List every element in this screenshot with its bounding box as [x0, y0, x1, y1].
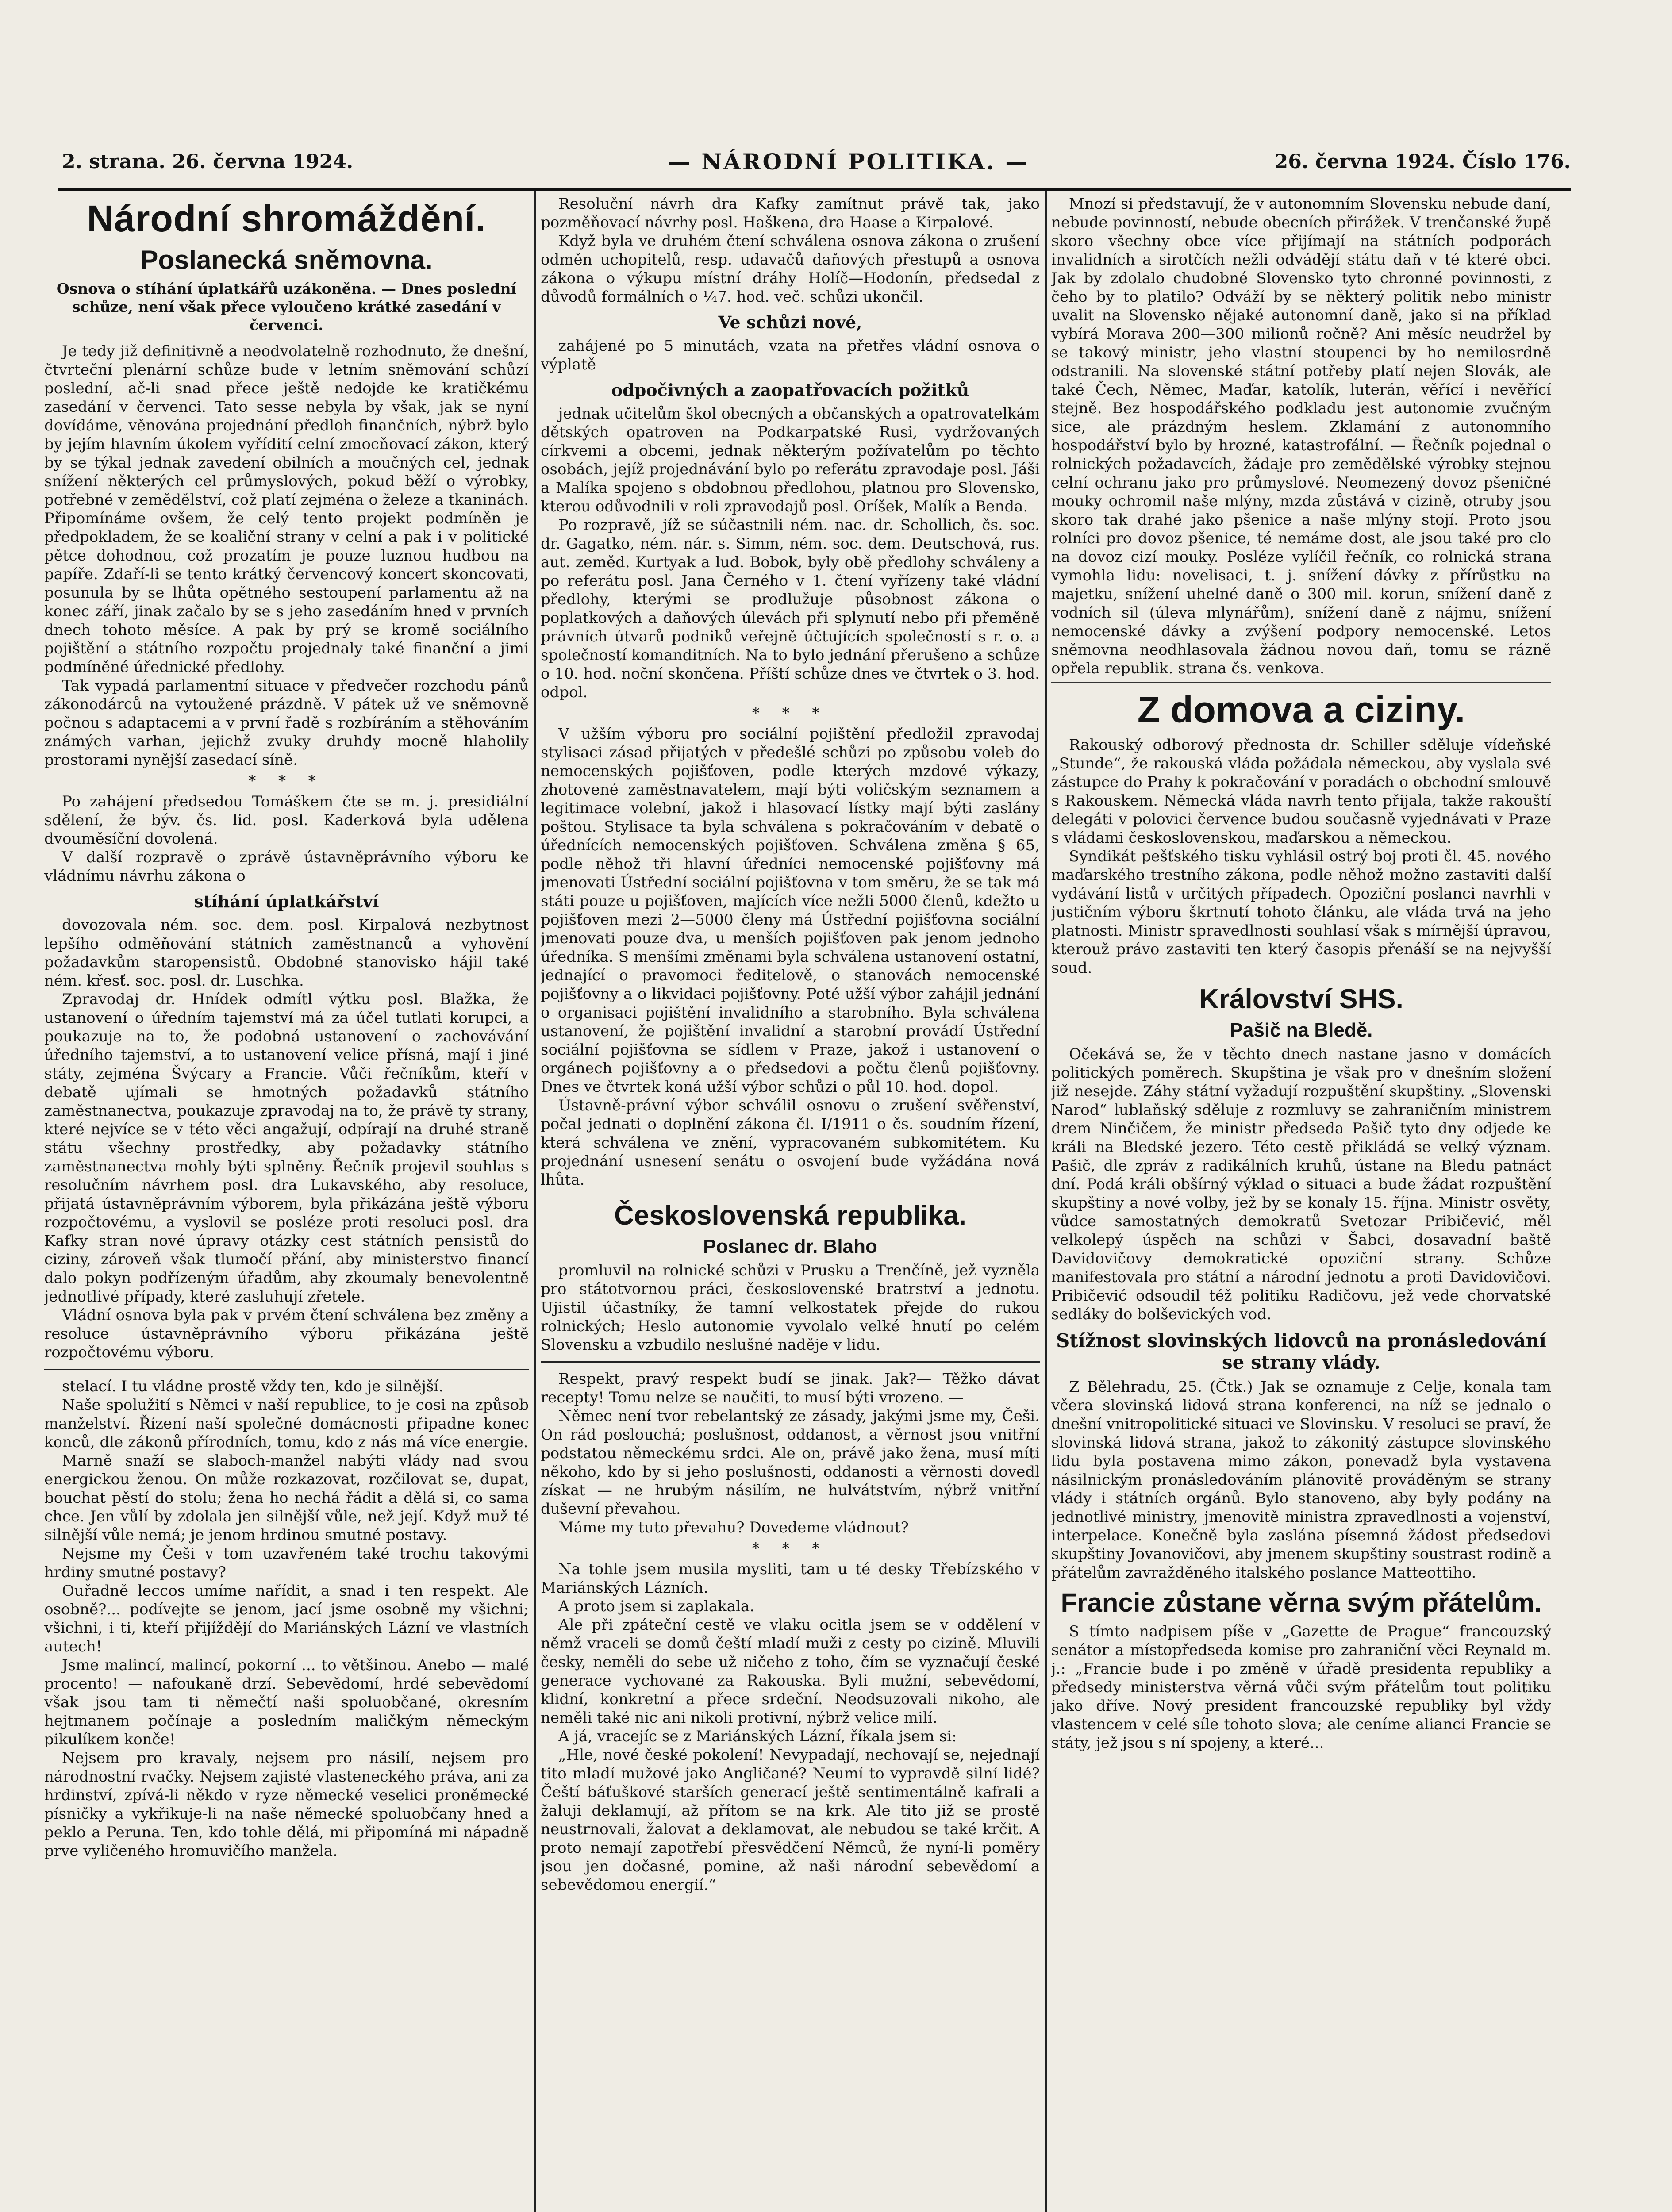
article-paragraph: Rakouský odborový přednosta dr. Schiller sděluje vídeňské „Stunde“, že rakouská vláda požádala německou, aby vyslala své zástupce do Prahy k pokračování v poradách o obchodní smlouvě s Rakouskem. Německá vláda navrh tento přijala, takže rakouští delegáti v polovici července budou současně vyjednávati v Praze s vládami československou, maďarskou a německou. — [1051, 736, 1551, 847]
section-separator-stars: * * * — [248, 772, 325, 790]
section-subtitle-poslanec-blaho: Poslanec dr. Blaho — [703, 1236, 877, 1257]
header-date-right: 26. června 1924. Číslo 176. — [1274, 150, 1571, 173]
feuilleton-paragraph: Respekt, pravý respekt budí se jinak. Jak?— Těžko dávat recepty! Tomu nelze se naučiti, to musí býti vrozeno. — — [541, 1370, 1040, 1406]
header-date-left: 2. strana. 26. června 1924. — [62, 150, 354, 173]
article-paragraph: Z Bělehradu, 25. (Čtk.) Jak se oznamuje z Celje, konala tam včera slovinská lidová strana konferenci, na níž se jednalo o dnešní vnitropolitické situaci ve Slovinsku. V resoluci se praví, že slovinská lidová strana, jakož to zákonitý zástupce slovinského lidu byla postavena mimo zákon, ponevadž byla vystavena násilnickým pronásledováním plánovitě prováděným se strany vlády i státních orgánů. Bylo stanoveno, aby byly podány na jednotlivé ministry, jmenovitě ministra zpravedlnosti a vojenství, interpelace. Konečně byla zaslána písemná žádost předsedovi skupštiny Jovanovičovi, aby jmenem skupštiny soustrast rodině a přátelům zavražděného italského poslance Matteottiho. — [1051, 1378, 1551, 1582]
column-2 — [541, 195, 1040, 2212]
column-divider-2 — [1045, 191, 1047, 2212]
section-separator-stars: * * * — [752, 1540, 829, 1557]
article-paragraph: Po zahájení předsedou Tomáškem čte se m. j. presidiální sdělení, že býv. čs. lid. posl. Kaderková byla udělena dvouměsíční dovolená. — [44, 793, 529, 848]
column-1 — [44, 195, 529, 2212]
section-title-z-domova-a-ciziny: Z domova a ciziny. — [1137, 689, 1465, 730]
section-title-narodni-shromazdeni: Národní shromáždění. — [87, 198, 486, 239]
feuilleton-paragraph: Naše spolužití s Němci v naší republice, to je cosi na způsob manželství. Řízení naší společné domácnosti připadne konec konců, dle zákonů přírodních, tomu, kdo z nás má více energie. — [44, 1396, 529, 1451]
feuilleton-paragraph: Ale při zpáteční cestě ve vlaku ocitla jsem se v oddělení v němž vraceli se domů čeští mladí muži z cesty po cizině. Mluvili česky, neměli do sebe už ničeho z toho, čím se vyznačují české generace vychované za Rakouska. Byli mužní, sebevědomí, klidní, konkretní a přece srdeční. Neodsuzovali nikoho, ale neměli také nic ani nikoli protivní, nýbrž velice milí. — [541, 1616, 1040, 1727]
article-paragraph: promluvil na rolnické schůzi v Prusku a Trenčíně, jež vyzněla pro státotvornou práci, československé bratrství a jednotu. Ujistil účastníky, že tamní velkostatek přejde do rukou rolnických; Heslo autonomie vyvolalo velké hnutí po celém Slovensku a vzbudilo neslušné naděje v lidu. — [541, 1262, 1040, 1354]
feuilleton-paragraph: Jsme malincí, malincí, pokorní ... to většinou. Anebo — malé procento! — nafoukaně drzí. Sebevědomí, hrdé sebevědomí však jsou tam ti němečtí naši spoluobčané, okresním hejtmanem počínaje a posledním maličkým německým pikulíkem konče! — [44, 1656, 529, 1748]
page-header — [58, 146, 1571, 181]
article-paragraph: dovozovala ném. soc. dem. posl. Kirpalová nezbytnost lepšího odměňování státních zaměstnanců a vyhovění požadavkům staropensistů. Obdobné stanovisko hájil také ném. křesť. soc. posl. dr. Luschka. — [44, 916, 529, 990]
article-paragraph: V další rozpravě o zprávě ústavněprávního výboru ke vládnímu návrhu zákona o — [44, 849, 529, 885]
section-subtitle-poslanecka-snemovna: Poslanecká sněmovna. — [140, 245, 433, 275]
lead-summary: Osnova o stíhání úplatkářů uzákoněna. — Dnes poslední schůze, není však přece vyloučeno krátké zasedání v červenci. — [56, 280, 517, 334]
feuilleton-paragraph: Nejsem pro kravaly, nejsem pro násilí, nejsem pro národnostní rvačky. Nejsem zajisté vlasteneckého práva, ani za hrdinství, zpívá-li někdo v ryze německé veselici proněmecké písničky a vykřikuje-li na naše německé spoluobčany hned a peklo a Peruna. Ten, kdo tohle dělá, mi připomíná mi nápadně prve vyličeného hromuvičího manžela. — [44, 1749, 529, 1860]
article-paragraph: Je tedy již definitivně a neodvolatelně rozhodnuto, že dnešní, čtvrteční plenární schůze bude v letním sněmování schůzí poslední, ač-li snad přece ještě nedojde ke kratičkému zasedání v červenci. Tato sesse nebyla by však, jak se nyní dovídáme, věnována projednání předloh finančních, nýbrž bylo by jejím hlavním úkolem vyřídití celní zmocňovací zákon, který by se týkal jednak zavedení obilních a moučných cel, jednak snížení některých cel průmyslových, pokud běží o výrobky, potřebné v zemědělství, což platí zejména o železe a tkaninách. Připomínáme ovšem, že celý tento projekt podmíněn je předpokladem, že se koaliční strany v celní a pak i v politické pětce dohodnou, což prozatím je pouze luznou hudbou na papíře. Zdaří-li se tento krátký červencový koncert skoncovati, posunula by se lhůta opětného sestoupení parlamentu až na konec září, jinak začalo by se s jeho zasedáním hned v prvních dnech tohoto měsíce. A pak by prý se kromě sociálního pojištění a státního rozpočtu projednaly také finanční a jimi podmíněné úřednické předlohy. — [44, 342, 529, 676]
article-paragraph: Mnozí si představují, že v autonomním Slovensku nebude daní, nebude povinností, nebude obecních přirážek. V trenčanské župě skoro všechny obce více přijímají na státních podporách invalidních a sirotčích nežli odvádějí státu daň v té které obci. Jak by zdolalo chudobné Slovensko tyto chronné povinnosti, z čeho by to platilo? Odváží by se některý politik nebo ministr uvalit na Slovensko nějaké autonomní daně, jako si na příklad vybírá Morava 200—300 milionů ročně? Ani měsíc neudržel by se takový ministr, jeho vlastní stoupenci by ho nemilosrdně odstranili. Na slovenské státní potřeby platí nejen Slovák, ale také Čech, Němec, Maďar, katolík, luterán, věřící i nevěřící stejně. Bez hospodářského podkladu jest autonomie zvučným sice, ale prázdným heslem. Zklamání z autonomního hospodářství bylo by hrozné, katastrofální. — Řečník pojednal o rolnických požadavcích, žádaje pro zemědělské výrobky stejnou celní ochranu jako pro průmyslové. Neomezený dovoz pšeničné mouky ochromil naše mlýny, mzda zůstává v cizině, otruby jsou skoro tak drahé jako pšenice a naše mlýny stojí. Proto jsou rolníci pro dovoz pšenice, té nemáme dost, ale jsou také pro clo na dovoz cizí mouky. Posléze vylíčil řečník, co rolnická strana vymohla lidu: novelisaci, t. j. snížení dávky z přírůstku na majetku, snížení uhelné daně o 300 mil. korun, snížení daně z vodních sil (úleva mlynářům), snížení daně z nájmu, snížení nemocenské dávky a zvýšení podpory nemocenské. Letos sněmovna neodhlasovala žádnou novou daň, tomu se rázně opřela republik. strana čs. venkova. — [1051, 195, 1551, 677]
section-subtitle-pasic-na-blede: Pašič na Bledě. — [1230, 1019, 1373, 1041]
section-title-francie-zustane-verna: Francie zůstane věrna svým přátelům. — [1061, 1588, 1542, 1617]
article-paragraph: Po rozpravě, jíž se súčastnili ném. nac. dr. Schollich, čs. soc. dr. Gagatko, ném. nár. s. Simm, ném. soc. dem. Deutschová, rus. aut. zeměd. Kurtyak a lud. Bobok, byly obě předlohy schváleny a po referátu posl. Jana Černého v 1. čtení vyřízeny také vládní předlohy, kterými se prodlužuje působnost zákona o poplatkových a daňových úlevách při splynutí nebo při přeměně právních útvarů podniků veřejně účtujících společností s r. o. a společností komanditních. Na to bylo jednání přerušeno a schůze o 10. hod. noční skončena. Příští schůze dnes ve čtvrtek o 3. hod. odpol. — [541, 516, 1040, 701]
feuilleton-paragraph: Máme my tuto převahu? Dovedeme vládnout? — [558, 1519, 909, 1536]
header-rule — [58, 188, 1571, 191]
column-3 — [1051, 195, 1551, 2212]
feuilleton-paragraph: Na tohle jsem musila mysliti, tam u té desky Třebízského v Mariánských Lázních. — [541, 1560, 1040, 1597]
subheading-odpocivnych-pozitku: odpočivných a zaopatřovacích požitků — [611, 380, 969, 400]
article-paragraph: Resoluční návrh dra Kafky zamítnut právě tak, jako pozměňovací návrhy posl. Haškena, dra Haase a Kirpalové. — [541, 195, 1040, 231]
article-paragraph: Tak vypadá parlamentní situace v předvečer rozchodu pánů zákonodárců na vytoužené prázdně. V pátek už ve sněmovně počnou s adaptacemi a v první řadě s rozbíráním a stěhováním známých varhan, jejichž zvuky druhdy mocně hlaholily prostorami nynější zasedací síně. — [44, 677, 529, 769]
article-paragraph: V užším výboru pro sociální pojištění předložil zpravodaj stylisaci zásad přijatých v předešlé schůzi po způsobu voleb do nemocenských pojišťoven, podle kterých mzdové výkazy, zhotovené zaměstnavatelem, mají býti voličským seznamem a legitimace volební, jakož i hlasovací lístky mají býti zaslány poštou. Stylisace ta byla schválena s pokračováním v debatě o úřednících nemocenských pojišťoven. Schválena změna § 65, podle něhož tři hlavní úředníci nemocenské pojišťovny má jmenovati Ústřední sociální pojišťovna v tom směru, že se tak má státi pouze u pojišťoven, majících více nežli 5000 členů, kdežto u pojišťoven mezi 2—5000 členy má Ústřední pojišťovna sociální jmenovati pouze dva, u menších pojišťoven pak jenom jednoho úředníka. S menšími změnami byla schválena ustanovení ostatní, jednající o pravomoci ředitelově, o stanovách nemocenské pojišťovny a o likvidaci pojišťovny. Poté užší výbor zahájil jednání o organisaci pojištění invalidního a starobního. Byla schválena ustanovení, že pojištění invalidní a starobní provádí Ústřední sociální pojišťovna se sídlem v Praze, jakož i ustanovení o orgánech pojišťovny a o předsedovi a počtu členů pojišťovny. Dnes ve čtvrtek koná užší výbor schůzi o půl 10. hod. dopol. — [541, 725, 1040, 1096]
article-paragraph: Ústavně-právní výbor schválil osnovu o zrušení svěřenství, počal jednati o doplnění zákona čl. I/1911 o čs. soudním řízení, která schválena ve znění, vypracovaném subkomitétem. Ku projednání usnesení senátu o osvojení bude vyžádána nová lhůta. — [541, 1097, 1040, 1189]
feuilleton-paragraph: Němec není tvor rebelantský ze zásady, jakými jsme my, Češi. On rád poslouchá; poslušnost, oddanost, a věrnost jsou vnitřní podstatou německému srdci. Ale on, právě jako žena, musí míti někoho, kdo by si jeho poslušnosti, oddanosti a věrnosti dovedl získat — ne hrubým násilím, ne hulvátstvím, nýbrž vnitřní duševní převahou. — [541, 1407, 1040, 1518]
section-title-kralovstvi-shs: Království SHS. — [1199, 984, 1403, 1014]
article-paragraph: Zpravodaj dr. Hnídek odmítl výtku posl. Blažka, že ustanovení o úředním tajemství má za účel tutlati korupci, a poukazuje na to, že podobná ustanovení o zachovávání úředního tajemství, a to ustanovení velice přísná, mají i jiné státy, zejména Švýcary a Francie. Vůči řečníkům, kteří v debatě ujímali se hmotných požadavků státního zaměstnanectva, poukazuje zpravodaj na to, že právě ty strany, které nejvíce se v této věci angažují, odpírají na druhé straně státu všechny prostředky, aby požadavky státního zaměstnanectva mohly býti splněny. Řečník projevil souhlas s resolučním návrhem posl. dra Lukavského, aby resoluce, přijatá ústavněprávním výborem, byla přikázána ještě výboru rozpočtovému, a vyslovil se posléze proti resoluci posl. dra Kafky stran nové úpravy otázky cest státních pensistů do ciziny, zároveň však tlumočí přání, aby ministerstvo financí dalo pokyn podřízeným úřadům, aby zkoumaly benevolentně jednotlivé případy, které zasluhují zřetele. — [44, 991, 529, 1306]
feuilleton-paragraph: A já, vracejíc se z Mariánských Lázní, říkala jsem si: — [558, 1728, 957, 1745]
feuilleton-rule — [44, 1369, 529, 1370]
feuilleton-paragraph: „Hle, nové české pokolení! Nevypadají, nechovají se, nejednají tito mladí mužové jako Angličané? Neumí to vypravdě silní lidé? Čeští báťuškové starších generací ještě sentimentálně kafrali a žaluji deklamují, až přítom se na krk. Ale tito již se prostě neustrnovali, žalovat a deklamovat, ale nebudou se také krčit. A proto nemají zapotřebí přesvědčení Němců, že nyní-li poměry jsou jen dočasné, pomine, až naši národní sebevědomí a sebevědomou energií.“ — [541, 1746, 1040, 1894]
feuilleton-paragraph: stelací. I tu vládne prostě vždy ten, kdo je silnější. — [62, 1378, 444, 1395]
feuilleton-rule — [541, 1361, 1040, 1363]
feuilleton-paragraph: A proto jsem si zaplakala. — [558, 1598, 754, 1615]
section-title-stiznost-slovinskych-lidovcu: Stížnost slovinských lidovců na pronásledování se strany vlády. — [1056, 1330, 1547, 1373]
masthead-title: — NÁRODNÍ POLITIKA. — — [668, 149, 1030, 175]
feuilleton-paragraph: Marně snaží se slaboch-manžel nabýti vlády nad svou energickou ženou. On může rozkazovat, rozčilovat se, dupat, bouchat pěstí do stolu; žena ho nechá řádit a dělá si, co sama chce. Jen vůlí by zdolala jen silnější vůle, než její. Když muž té silnější vůle nemá; je jenom hrdinou smutné postavy. — [44, 1452, 529, 1544]
subheading-ve-schuzi-nove: Ve schůzi nové, — [718, 312, 862, 332]
article-paragraph: zahájené po 5 minutách, vzata na přetřes vládní osnova o výplatě — [541, 337, 1040, 373]
feuilleton-paragraph: Ouřadně leccos umíme nařídit, a snad i ten respekt. Ale osobně?... podívejte se jenom, jací jsme osobně my všichni; všichni, i ti, kteří přijíždějí do Mariánských Lázní ve vlastních autech! — [44, 1582, 529, 1655]
column-divider-1 — [534, 191, 536, 2212]
article-paragraph: Vládní osnova byla pak v prvém čtení schválena bez změny a resoluce ústavněprávního výboru přikázána ještě rozpočtovému výboru. — [44, 1306, 529, 1361]
article-paragraph: S tímto nadpisem píše v „Gazette de Prague“ francouzský senátor a místopředseda komise pro zahraniční věci Reynald m. j.: „Francie bude i po změně v úřadě presidenta republiky a předsedy ministerstva věrná vůči svým přátelům tout politiku jako dříve. Nový president francouzské republiky byl vždy vlastencem v celé síle tohoto slova; ale ceníme alianci Francie se státy, jež jsou s ní spojeny, a které... — [1051, 1623, 1551, 1752]
article-paragraph: Když byla ve druhém čtení schválena osnova zákona o zrušení odměn uchopitelů, resp. udavačů daňových přestupů a osnova zákona o výkupu místní dráhy Holíč—Hodonín, předsedal z důvodů formálních o ¼7. hod. več. schůzi ukončil. — [541, 232, 1040, 306]
section-title-ceskoslovenska-republika: Československá republika. — [614, 1200, 967, 1231]
section-rule — [1051, 682, 1551, 683]
subheading-stihani-uplatkarstvi: stíhání úplatkářství — [194, 891, 379, 911]
article-paragraph: Očekává se, že v těchto dnech nastane jasno v domácích politických poměrech. Skupština je však pro v dnešním složení již nesejde. Záhy státní vyžadují rozpuštění skupštiny. „Slovenski Narod“ lublaňský sděluje z rozmluvy se zahraničním ministrem drem Ninčičem, že ministr předseda Pašič tyto dny odjede ke králi na Bledské jezero. Této cestě přikládá se velký význam. Pašič, dle zpráv z radikálních kruhů, ústane na Bledu patnáct dní. Podá králi obšírný výklad o situaci a bude žádat rozpuštění skupštiny a nové volby, jež by se konaly 15. října. Ministr osvěty, vůdce samostatných demokratů Svetozar Pribičević, měl velkolepý úspěch na schůzi v Šabci, dosavadní baště Davidovičovy demokratické opoziční strany. Schůze manifestovala pro státní a národní jednotu a proti Davidovičovi. Pribičević odsoudil též politiku Radičovu, jež vede chorvatské sedláky do bolševických vod. — [1051, 1045, 1551, 1323]
article-paragraph: Syndikát pešťského tisku vyhlásil ostrý boj proti čl. 45. nového maďarského trestního zákona, podle něhož možno zastaviti další vydávání listů v určitých případech. Opoziční poslanci navrhli v justičním výboru škrtnutí tohoto článku, ale vláda trvá na jeho platnosti. Ministr spravedlnosti souhlasí však s mírnější úpravou, kterouž právo zastaviti ten který časopis přenáší se na nejvyšší soud. — [1051, 848, 1551, 977]
article-paragraph: jednak učitelům škol obecných a občanských a opatrovatelkám dětských opatroven na Podkarpatské Rusi, vydržovaných církvemi a obcemi, jednak některým požívatelům po těchto osobách, jejíž projednávání bylo po referátu zpravodaje posl. Jáši a Malíka spojeno s obdobnou předlohou, platnou pro Slovensko, kterou odůvodnili v roli zpravodajů posl. Oríšek, Malík a Benda. — [541, 405, 1040, 515]
section-separator-stars: * * * — [752, 704, 829, 722]
feuilleton-paragraph: Nejsme my Češi v tom uzavřeném také trochu takovými hrdiny smutné postavy? — [44, 1545, 529, 1581]
